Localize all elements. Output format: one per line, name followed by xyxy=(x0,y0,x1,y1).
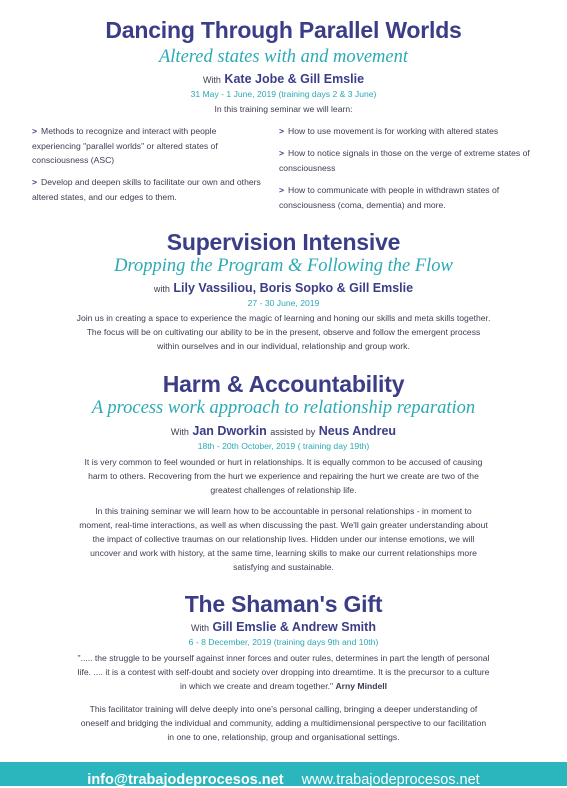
section3-date: 18th - 20th October, 2019 ( training day 19th) xyxy=(197,441,370,451)
footer-email-link[interactable]: info@trabajodeprocesos.net xyxy=(87,772,284,788)
footer-website-link[interactable]: www.trabajodeprocesos.net xyxy=(301,772,480,788)
section2-subtitle: Dropping the Program & Following the Flow xyxy=(114,256,453,276)
bullet-marker: > xyxy=(32,177,38,187)
section3-subtitle: A process work approach to relationship reparation xyxy=(91,398,476,418)
section4-body: This facilitator training will delve deeply into one's personal calling, bringing a deeper understanding of oneself and bridging the individual and community, adding a multidimensional perspective to our facilitation in one to one, relationship, group and organisational settings. xyxy=(80,704,487,742)
section4-facilitators-line xyxy=(0,619,567,636)
footer-bar xyxy=(0,762,567,786)
section3-title: Harm & Accountability xyxy=(162,371,405,397)
assisted-by-label: assisted by xyxy=(270,427,316,437)
section3-paragraph-2: In this training seminar we will learn how to be accountable in personal relationships - in moment to moment, real-time interactions, as well as when discussing the past. We'll gain greater understanding about the impact of collective traumas on our relationship lives. Hidden under our intense emotions, we will uncover and work with history, at the same time, learning skills to make our current relationships more satisfying and sustainable. xyxy=(79,506,488,572)
section2-date: 27 - 30 June, 2019 xyxy=(247,298,320,308)
with-label: With xyxy=(191,623,210,633)
bullet-item: > Methods to recognize and interact with people experiencing "parallel worlds" or altered states of consciousness (ASC) xyxy=(32,126,218,165)
section4-date: 6 - 8 December, 2019 (training days 9th and 10th) xyxy=(188,637,379,647)
with-label: With xyxy=(170,427,189,437)
section4-title: The Shaman's Gift xyxy=(184,591,383,617)
section3-facilitator-2: Neus Andreu xyxy=(318,424,397,438)
bullet-item: > How to communicate with people in withdrawn states of consciousness (coma, dementia) and more. xyxy=(279,185,500,210)
bullet-marker: > xyxy=(279,148,285,158)
with-label: with xyxy=(153,284,170,294)
bullet-item: > How to use movement is for working with altered states xyxy=(279,126,499,136)
with-label: With xyxy=(202,75,221,85)
section2-body: Join us in creating a space to experience the magic of learning and honing our skills and meta skills together. The focus will be on cultivating our ability to be in the present, observe and follow the emergent process within ourselves and in our individual, relationship and group work. xyxy=(76,313,491,351)
section2-title: Supervision Intensive xyxy=(166,229,401,255)
section1-facilitators: Kate Jobe & Gill Emslie xyxy=(224,72,365,86)
section4-quote: "..... the struggle to be yourself against inner forces and outer rules, determines in part the length of personal life. .... it is a contest with self-doubt and society over dropping into dreamtime. It is the precursor to a culture in which we create and dream together." Arny Mindell xyxy=(77,653,490,691)
section2-facilitators: Lily Vassiliou, Boris Sopko & Gill Emslie xyxy=(173,281,414,295)
section1-subtitle: Altered states with and movement xyxy=(158,47,409,67)
section2-facilitators-line xyxy=(0,280,567,297)
bullet-item: > Develop and deepen skills to facilitate our own and others altered states, and our edges to them. xyxy=(32,177,261,202)
section1-title: Dancing Through Parallel Worlds xyxy=(105,17,462,43)
section1-facilitators-line xyxy=(0,71,567,88)
section4-facilitators: Gill Emslie & Andrew Smith xyxy=(212,620,376,634)
section3-facilitators-line xyxy=(0,423,567,440)
bullet-marker: > xyxy=(32,126,38,136)
section1-intro: In this training seminar we will learn: xyxy=(214,104,353,114)
bullet-marker: > xyxy=(279,185,285,195)
section1-date: 31 May - 1 June, 2019 (training days 2 & 3 June) xyxy=(190,89,377,99)
section3-facilitator-1: Jan Dworkin xyxy=(192,424,267,438)
quote-author: Arny Mindell xyxy=(335,681,388,691)
bullet-marker: > xyxy=(279,126,285,136)
bullet-item: > How to notice signals in those on the verge of extreme states of consciousness xyxy=(279,148,530,173)
section3-paragraph-1: It is very common to feel wounded or hurt in relationships. It is equally common to be accused of causing harm to others. Recovering from the hurt we experience and repairing the hurt we create are two of the greatest challenges of relationship life. xyxy=(84,457,483,495)
